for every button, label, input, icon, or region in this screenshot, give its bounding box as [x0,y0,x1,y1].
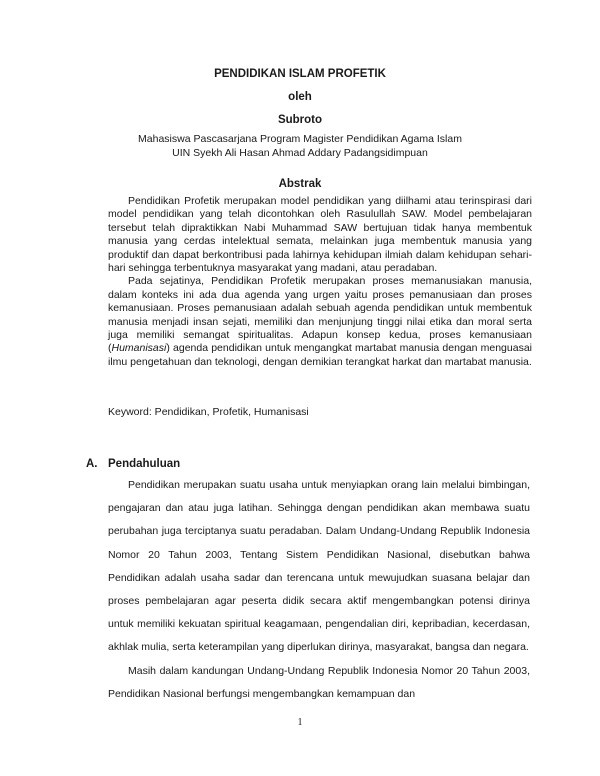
section-title: Pendahuluan [108,458,181,470]
keywords-line: Keyword: Pendidikan, Profetik, Humanisasi [108,406,309,418]
body-paragraph-2: Masih dalam kandungan Undang-Undang Republik Indonesia Nomor 20 Tahun 2003, Pendidikan Nasional berfungsi mengembangkan kemampuan dan [108,664,530,700]
abstract-body [108,195,532,369]
section-heading [86,458,180,470]
affiliation-line-1: Mahasiswa Pascasarjana Program Magister Pendidikan Agama Islam [138,133,462,145]
abstract-p2-text-b: ) agenda pendidikan untuk mengangkat martabat manusia dengan menguasai ilmu pengetahuan dan teknologi, dengan demikian terangkat harkat dan martabat manusia. [108,342,532,368]
abstract-p2-italic: Humanisasi [111,342,167,355]
page-number: 1 [297,717,303,728]
by-line: oleh [288,91,312,103]
paper-title: PENDIDIKAN ISLAM PROFETIK [214,68,386,80]
abstract-p2-text-a: Pada sejatinya, Pendidikan Profetik merupakan proses memanusiakan manusia, dalam konteks ini ada dua agenda yang urgen yaitu proses pemanusiaan dan proses kemanusiaan. Proses pemanusiaan adalah sebuah agenda pendidikan untuk membentuk manusia menjadi insan sejati, memiliki dan menjunjung tinggi nilai etika dan moral serta juga memiliki semangat spiritualitas. Adapun konsep kedua, proses kemanusiaan ( [108,275,532,355]
abstract-heading: Abstrak [278,178,322,190]
section-label: A. [86,458,98,470]
abstract-paragraph-2 [108,275,532,369]
author-name: Subroto [277,114,323,126]
abstract-paragraph-1: Pendidikan Profetik merupakan model pendidikan yang diilhami atau terinspirasi dari model pendidikan yang telah dicontohkan oleh Rasulullah SAW. Model pembelajaran tersebut telah dipraktikkan Nabi Muhammad SAW bertujuan tidak hanya membentuk manusia yang cerdas intelektual semata, melainkan juga membentuk manusia yang produktif dan dapat berkontribusi pada lahirnya kehidupan ilmiah dalam kehidupan sehari-hari sehingga terbentuknya masyarakat yang madani, atau peradaban. [108,195,532,275]
section-body [108,474,530,706]
affiliation-line-2: UIN Syekh Ali Hasan Ahmad Addary Padangsidimpuan [172,147,428,159]
body-paragraph-1: Pendidikan merupakan suatu usaha untuk menyiapkan orang lain melalui bimbingan, pengajaran dan atau juga latihan. Sehingga dengan pendidikan akan membawa suatu perubahan juga terciptanya suatu peradaban. Dalam Undang-Undang Republik Indonesia Nomor 20 Tahun 2003, Tentang Sistem Pendidikan Nasional, disebutkan bahwa Pendidikan adalah usaha sadar dan terencana untuk mewujudkan suasana belajar dan proses pembelajaran agar peserta didik secara aktif mengembangkan potensi dirinya untuk memiliki kekuatan spiritual keagamaan, pengendalian diri, kepribadian, kecerdasan, akhlak mulia, serta keterampilan yang diperlukan dirinya, masyarakat, bangsa dan negara. [108,479,530,654]
